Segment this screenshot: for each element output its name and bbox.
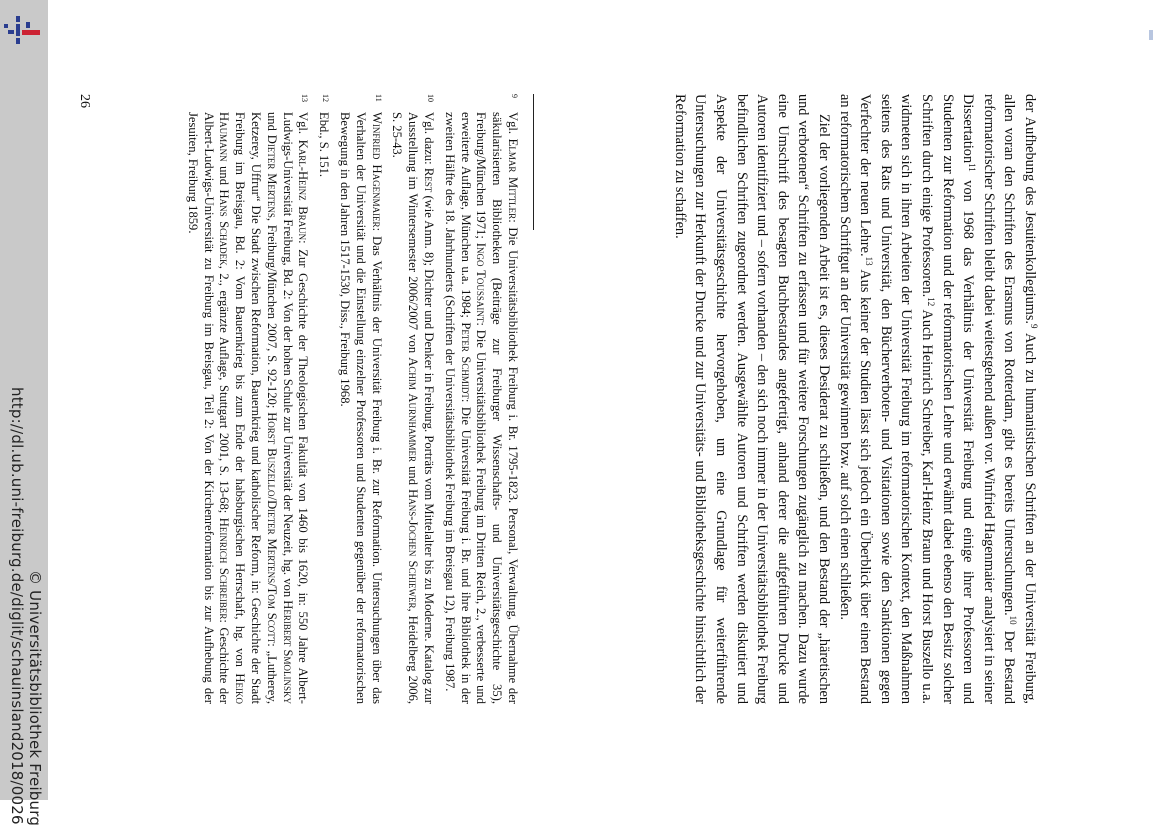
permalink-url[interactable]: http://dl.ub.uni-freiburg.de/diglit/schauinsland2018/0026: [8, 387, 26, 825]
paragraph-1: der Aufhebung des Jesuitenkollegiums.$^9$ Auch zu humanistischen Schriften an der Universität Freiburg, allen voran den Schriften des Erasmus von Rotterdam, gibt es bereits Untersuchungen.$^{10}$ Der Bestand reformatorischer Schriften bleibt dabei weitestgehend außen vor. Winfried Hagenmaier analysiert in seiner Dissertation$^{11}$ von 1968 das Verhältnis der Universität Freiburg und einige ihrer Professoren und Studenten zur Reformation und der reformatorischen Lehre und erwähnt dabei ebenso den Besitz solcher Schriften durch einige Professoren.$^{12}$ Auch Heinrich Schreiber, Karl-Heinz Braun und Horst Buszello u.a. widmeten sich in ihren Arbeiten der Universität Freiburg im reformatorischen Kontext, den Maßnahmen seitens des Rats und Universität, den Bücherverboten- und Visitationen sowie den Sanktionen gegen Verfechter der neuen Lehre.$^{13}$ Aus keiner der Studien lässt sich jedoch ein Überblick über einen Bestand an reformatorischem Schriftgut an der Universität gewinnen bzw. auf solch einen schließen.: [836, 94, 1039, 705]
footnote-11: 11 Winfried Hagenmaier: Das Verhältnis der Universität Freiburg i. Br. zur Reformation. Untersuchungen über das Verhalten der Universität und die Einstellung einzelner Professoren und Studenten gegenüber der reformatorischen Bewegung in den Jahren 1517-1530, Diss., Freiburg 1968.: [338, 94, 384, 705]
page-edge-marker: [1149, 30, 1153, 40]
page-number: 26: [77, 94, 92, 108]
footnote-10: 10 Vgl. dazu: Rest (wie Anm. 8); Dichter und Denker in Freiburg. Porträts vom Mittelalter bis zu Moderne. Katalog zur Ausstellung im Wintersemester 2006/2007 von Achim Aurnhammer und Hans-Jochen Schiewer, Heidelberg 2006, S. 25-43.: [390, 94, 437, 705]
scanned-page: [77, 94, 1040, 734]
paragraph-2: Ziel der vorliegenden Arbeit ist es, dieses Desiderat zu schließen, und den Bestand der „häretischen und verbotenen“ Schriften zu erfassen und für weitere Forschungen zugänglich zu machen. Dazu wurde eine Umschrift des besagten Buchbestandes angefertigt, anhand derer die aufgeführten Drucke und Autoren identifiziert und – sofern vorhanden – den sich noch immer in der Universitätsbibliothek Freiburg befindlichen Schriften zugeordnet werden. Ausgewählte Autoren und Schriften werden diskutiert und Aspekte der Universitätsgeschichte hervorgehoben, um eine Grundlage für weiterführende Untersuchungen zur Herkunft der Drucke und zur Universitäts- und Bibliotheksgeschichte hinsichtlich der Reformation zu schaffen.: [671, 94, 833, 704]
body-text: [669, 94, 1040, 704]
footnote-divider: [533, 94, 534, 230]
footnote-9: 9 Vgl. Elmar Mittler: Die Universitätsbibliothek Freiburg i. Br. 1795-1823. Personal, Verwaltung, Übernahme der säkularisierten Bibliotheken (Beiträge zur Freiburger Wissenschafts- und Universitätsgeschichte 35), Freiburg/München 1971; Ingo Toussaint: Die Universitätsbibliothek Freiburg im Dritten Reich, 2., verbesserte und erweiterte Auflage, München u.a. 1984; Peter Schmidt: Die Universität Freiburg i. Br. und ihre Bibliothek in der zweiten Hälfte des 18. Jahrhunderts (Schriften der Universitätsbibliothek Freiburg im Breisgau 12), Freiburg 1987.: [442, 94, 520, 704]
footnote-12: 12 Ebd., S. 151.: [317, 94, 332, 178]
footnote-13: 13 Vgl. Karl-Heinz Braun: Zur Geschichte der Theologischen Fakultät von 1460 bis 1620, in: 550 Jahre Albert-Ludwigs-Universität Freiburg, Bd. 2: Von der hohen Schule zur Universität der Neuzeit, hg. von Heribert Smolinsky und Dieter Mertens, Freiburg/München 2007, S. 92-120; Horst Buszello/Dieter Mertens/Tom Scott: „Lutherey, Ketzerey, Uffrur“ Die Stadt zwischen Reformation, Bauernkrieg und katholischer Reform, in: Geschichte der Stadt Freiburg im Breisgau, Bd. 2: Vom Bauernkrieg bis zum Ende der habsburgischen Herrschaft, hg. von Heiko Haumann und Hans Schadek, 2., ergänzte Auflage, Stuttgart 2001, S. 13-68; Heinrich Schreiber: Geschichte der Albert-Ludwigs-Universität zu Freiburg im Breisgau, Teil 2: Von der Kirchenreformation bis zur Aufhebung der Jesuiten, Freiburg 1859.: [185, 94, 311, 704]
footnotes: [179, 94, 520, 704]
library-logo-icon: [2, 14, 42, 54]
copyright-notice: © Universitätsbibliothek Freiburg: [26, 570, 44, 826]
